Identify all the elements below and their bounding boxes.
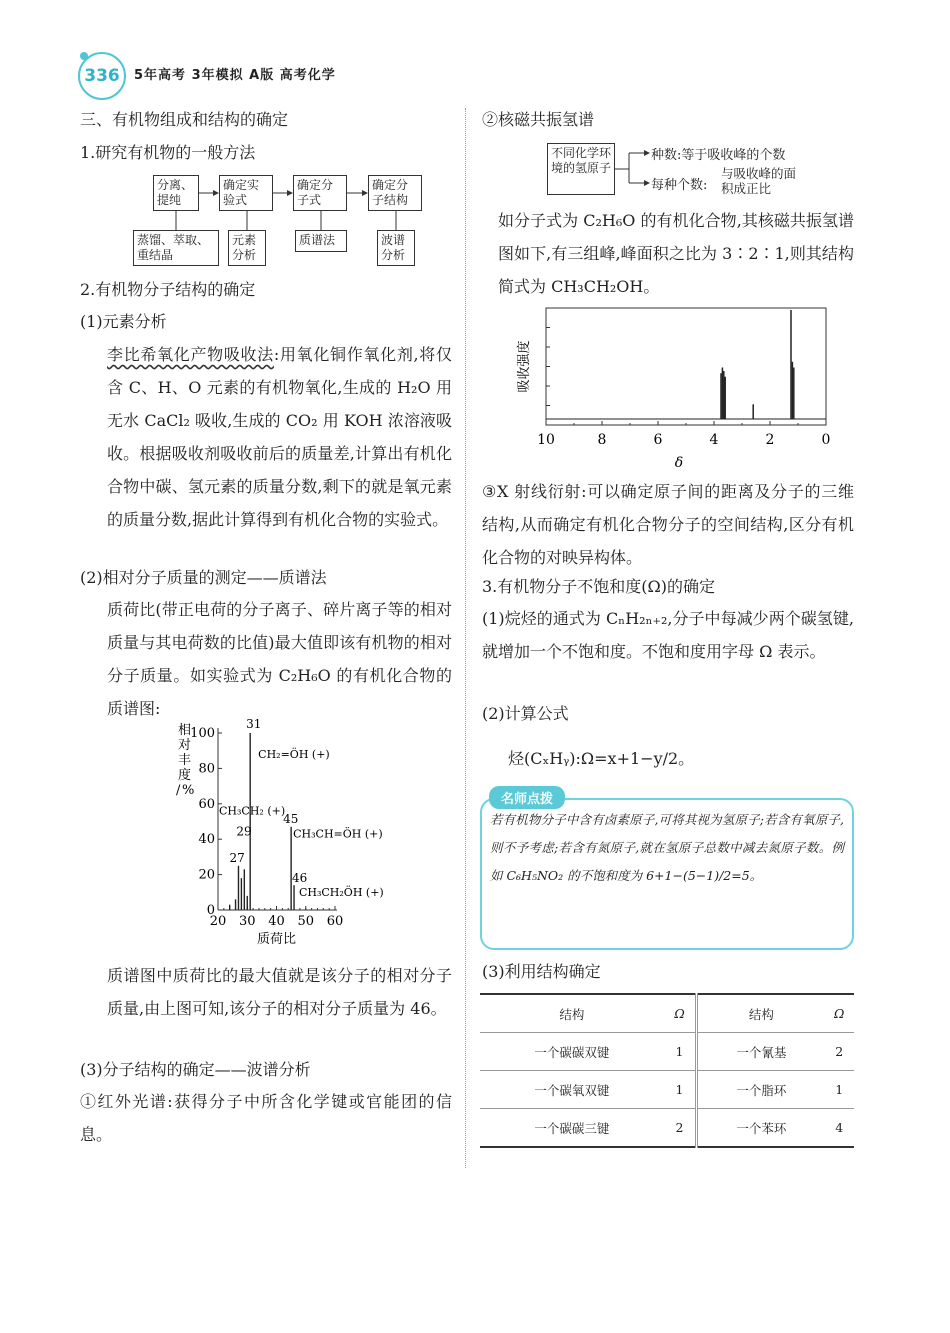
peak-label: 29 — [236, 824, 252, 839]
tip-text: 若有机物分子中含有卤素原子,可将其视为氢原子;若含有氧原子,则不予考虑;若含有氮原子,就在氢原子总数中减去氮原子数。例如 C₆H₅NO₂ 的不饱和度为 6+1−(5−1)/2=5。 — [490, 812, 844, 883]
y-tick-label: 0 — [206, 903, 215, 918]
peak-label: 46 — [292, 871, 308, 886]
s3-3-heading: (3)利用结构确定 — [482, 962, 601, 981]
table-header: Ω — [664, 994, 697, 1033]
nmr-paragraph: 如分子式为 C₂H₆O 的有机化合物,其核磁共振氢谱图如下,有三组峰,峰面积之比为 3∶2∶1,则其结构简式为 CH₃CH₂OH。 — [498, 211, 854, 296]
table-row — [480, 1109, 854, 1148]
y-axis-label: 吸收强度 — [517, 340, 532, 393]
plot-frame — [546, 308, 826, 425]
peak-label: 31 — [246, 718, 262, 731]
flow-box-spectrum: 波谱分析 — [377, 230, 415, 266]
table-cell: 2 — [664, 1109, 697, 1148]
table-header-row — [480, 994, 854, 1033]
table-cell: 一个氰基 — [697, 1033, 825, 1071]
table-cell: 1 — [664, 1033, 697, 1071]
nmr-concept-box: 不同化学环境的氢原子 — [547, 143, 615, 195]
s3-1-paragraph: (1)烷烃的通式为 CₙH₂ₙ₊₂,分子中每减少两个碳氢键,就增加一个不饱和度。不饱和度用字母 Ω 表示。 — [482, 609, 854, 661]
decorative-dot — [80, 52, 88, 60]
xray-paragraph: ③X 射线衍射:可以确定原子间的距离及分子的三维结构,从而确定有机化合物分子的空间结构,区分有机化合物的对映异构体。 — [482, 482, 854, 567]
x-tick-label: 50 — [297, 914, 315, 929]
flow-box-molecular: 确定分子式 — [293, 175, 347, 211]
x-tick-label: 2 — [765, 432, 775, 448]
ion-label: CH₃CH=ÖH (+) — [293, 827, 383, 841]
flow-box-separate: 分离、提纯 — [153, 175, 199, 211]
table-cell: 一个碳碳三键 — [480, 1109, 664, 1148]
flow-box-element: 元素分析 — [228, 230, 266, 266]
table-cell: 一个脂环 — [697, 1071, 825, 1109]
running-header: 5年高考 3年模拟 A版 高考化学 — [134, 68, 336, 83]
s2-1-heading: (1)元素分析 — [80, 312, 167, 331]
s2-3-heading: (3)分子结构的确定——波谱分析 — [80, 1060, 311, 1079]
table-cell: 一个苯环 — [697, 1109, 825, 1148]
ion-label: CH₂=ÖH (+) — [258, 747, 330, 761]
unsaturation-table — [480, 993, 854, 1148]
table-row — [480, 1071, 854, 1109]
nmr-heading: ②核磁共振氢谱 — [482, 110, 595, 129]
mass-spectrum-chart — [170, 718, 390, 958]
table-cell: 一个碳碳双键 — [480, 1033, 664, 1071]
liebig-term: 李比希氧化产物吸收法 — [107, 345, 274, 364]
peak-label: 27 — [229, 851, 245, 866]
table-row — [480, 1033, 854, 1071]
y-tick-label: 20 — [198, 867, 215, 883]
table-header: 结构 — [697, 994, 825, 1033]
x-tick-label: 6 — [653, 432, 663, 448]
y-tick-label: 60 — [198, 796, 215, 812]
ms-paragraph: 质荷比(带正电荷的分子离子、碎片离子等的相对质量与其电荷数的比值)最大值即该有机物的相对分子质量。如实验式为 C₂H₆O 的有机化合物的质谱图: — [107, 600, 452, 718]
s1-heading: 1.研究有机物的一般方法 — [80, 143, 256, 162]
nmr-spectrum-chart — [510, 303, 840, 473]
flow-box-empirical: 确定实验式 — [219, 175, 273, 211]
x-tick-label: 0 — [821, 432, 831, 448]
ms-after-paragraph: 质谱图中质荷比的最大值就是该分子的相对分子质量,由上图可知,该分子的相对分子质量为 46。 — [107, 966, 452, 1018]
x-tick-label: 4 — [709, 432, 719, 448]
nmr-branch-2-label: 每种个数: — [651, 178, 708, 193]
x-tick-label: 20 — [209, 914, 227, 929]
x-tick-label: 10 — [537, 432, 555, 448]
s3-2-heading: (2)计算公式 — [482, 704, 569, 723]
x-tick-label: 30 — [238, 914, 256, 929]
table-cell: 一个碳氧双键 — [480, 1071, 664, 1109]
table-header: Ω — [824, 994, 854, 1033]
table-cell: 1 — [664, 1071, 697, 1109]
section-title: 三、有机物组成和结构的确定 — [80, 110, 289, 129]
column-divider — [465, 108, 466, 1168]
flow-box-ms: 质谱法 — [295, 230, 347, 252]
flow-box-structure: 确定分子结构 — [368, 175, 422, 211]
x-tick-label: 60 — [326, 914, 344, 929]
flow-box-distill: 蒸馏、萃取、重结晶 — [133, 230, 219, 266]
x-axis-label: 质荷比 — [256, 932, 297, 947]
y-tick-label: 40 — [198, 832, 215, 848]
page-number: 336 — [78, 52, 126, 100]
x-axis-label: δ — [674, 455, 684, 471]
y-axis-label: 相对丰度/ % — [176, 723, 195, 798]
x-tick-label: 40 — [268, 914, 285, 929]
ion-label: CH₃CH₂ (+) — [219, 804, 286, 818]
liebig-text: :用氧化铜作氧化剂,将仅含 C、H、O 元素的有机物氧化,生成的 H₂O 用无水 CaCl₂ 吸收,生成的 CO₂ 用 KOH 浓溶液吸收。根据吸收剂吸收前后的质量差,计算出有机化合物中碳、氢元素的质量分数,剩下的就是氧元素的质量分数,据此计算得到有机化合物的实验式。 — [107, 345, 452, 529]
unsaturation-formula: 烃(CₓHᵧ):Ω=x+1−y/2。 — [508, 749, 695, 768]
ion-label: CH₃CH₂ÖH (+) — [298, 885, 384, 899]
table-cell: 1 — [824, 1071, 854, 1109]
y-tick-label: 100 — [190, 726, 215, 741]
liebig-paragraph — [107, 338, 452, 536]
s2-2-heading: (2)相对分子质量的测定——质谱法 — [80, 568, 327, 587]
table-cell: 2 — [824, 1033, 854, 1071]
nmr-branch-1: 种数:等于吸收峰的个数 — [651, 148, 786, 163]
tip-tag: 名师点拨 — [489, 786, 565, 809]
peak-label: 45 — [283, 811, 299, 826]
s3-heading: 3.有机物分子不饱和度(Ω)的确定 — [482, 577, 716, 596]
ir-paragraph: ①红外光谱:获得分子中所含化学键或官能团的信息。 — [80, 1092, 452, 1144]
table-cell: 4 — [824, 1109, 854, 1148]
flow-arrows — [130, 170, 430, 240]
s2-heading: 2.有机物分子结构的确定 — [80, 280, 256, 299]
nmr-branch-lines — [615, 145, 655, 195]
y-tick-label: 80 — [198, 761, 215, 777]
nmr-branch-2-value: 与吸收峰的面积成正比 — [721, 166, 797, 196]
x-tick-label: 8 — [597, 432, 607, 448]
table-header: 结构 — [480, 994, 664, 1033]
